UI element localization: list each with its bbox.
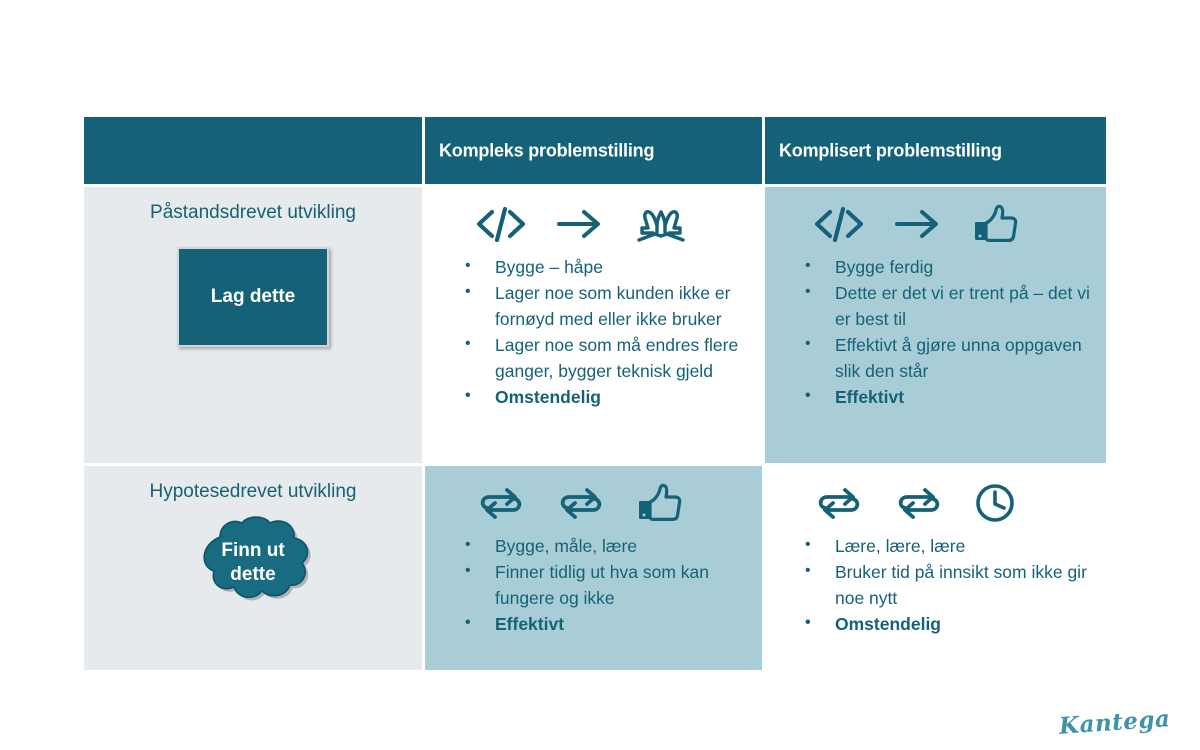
comparison-matrix xyxy=(84,117,1106,670)
matrix-header-row xyxy=(84,117,1106,187)
bullet-list-hypotesedrevet-komplisert xyxy=(765,528,1106,638)
arrow-right-icon xyxy=(893,204,943,244)
bullet-list-pastandsdrevet-kompleks xyxy=(425,249,762,410)
list-item: • Bygge – håpe xyxy=(459,255,752,280)
clock-icon xyxy=(973,481,1019,525)
shape-container-lag-dette xyxy=(84,247,422,347)
list-item: • Bygge, måle, lære xyxy=(459,534,752,559)
row-label-hypotesedrevet: Hypotesedrevet utvikling xyxy=(149,481,357,502)
praying-hands-icon xyxy=(633,202,689,246)
icon-strip-pastandsdrevet-kompleks xyxy=(425,187,762,249)
thumbs-up-icon xyxy=(971,202,1021,246)
header-cell-komplisert xyxy=(765,117,1106,187)
code-icon xyxy=(813,204,865,244)
thumbs-up-icon xyxy=(635,481,685,525)
row-label-pastandsdrevet: Påstandsdrevet utvikling xyxy=(150,202,356,223)
list-item: • Effektivt å gjøre unna oppgaven slik den står xyxy=(799,333,1096,384)
cell-pastandsdrevet-kompleks xyxy=(425,187,765,466)
cloud-shape-svg xyxy=(173,512,333,618)
list-item: • Bygge ferdig xyxy=(799,255,1096,280)
cell-pastandsdrevet-komplisert xyxy=(765,187,1106,466)
rectangle-shape-label: Lag dette xyxy=(210,285,296,307)
list-item: • Dette er det vi er trent på – det vi er best til xyxy=(799,281,1096,332)
kantega-logo: Kantega xyxy=(1057,705,1171,740)
cell-hypotesedrevet-kompleks xyxy=(425,466,765,670)
row-label-cell-pastandsdrevet xyxy=(84,187,425,466)
repeat-icon xyxy=(813,482,865,524)
bullet-list-hypotesedrevet-kompleks xyxy=(425,528,762,638)
repeat-icon xyxy=(475,482,527,524)
repeat-icon xyxy=(555,482,607,524)
code-icon xyxy=(475,204,527,244)
list-item: • Omstendelig xyxy=(459,385,752,410)
header-corner-cell xyxy=(84,117,425,187)
header-label-kompleks: Kompleks problemstilling xyxy=(439,140,655,160)
icon-strip-pastandsdrevet-komplisert xyxy=(765,187,1106,249)
list-item: • Lære, lære, lære xyxy=(799,534,1096,559)
cloud-label-line-1: Finn ut xyxy=(221,539,285,561)
list-item: • Bruker tid på innsikt som ikke gir noe nytt xyxy=(799,560,1096,611)
matrix-row-hypotesedrevet xyxy=(84,466,1106,670)
row-label-cell-hypotesedrevet xyxy=(84,466,425,670)
icon-strip-hypotesedrevet-komplisert xyxy=(765,466,1106,528)
list-item: • Effektivt xyxy=(459,612,752,637)
matrix-row-pastandsdrevet xyxy=(84,187,1106,466)
header-label-komplisert: Komplisert problemstilling xyxy=(779,140,1002,160)
header-cell-kompleks xyxy=(425,117,765,187)
list-item: • Finner tidlig ut hva som kan fungere og ikke xyxy=(459,560,752,611)
rectangle-shape-lag-dette xyxy=(177,247,329,347)
arrow-right-icon xyxy=(555,204,605,244)
icon-strip-hypotesedrevet-kompleks xyxy=(425,466,762,528)
bullet-list-pastandsdrevet-komplisert xyxy=(765,249,1106,410)
cloud-label-line-2: dette xyxy=(230,563,276,585)
cell-hypotesedrevet-komplisert xyxy=(765,466,1106,670)
list-item: • Omstendelig xyxy=(799,612,1096,637)
cloud-shape-finn-ut-dette xyxy=(173,512,333,618)
list-item: • Lager noe som må endres flere ganger, bygger teknisk gjeld xyxy=(459,333,752,384)
list-item: • Lager noe som kunden ikke er fornøyd med eller ikke bruker xyxy=(459,281,752,332)
repeat-icon xyxy=(893,482,945,524)
list-item: • Effektivt xyxy=(799,385,1096,410)
